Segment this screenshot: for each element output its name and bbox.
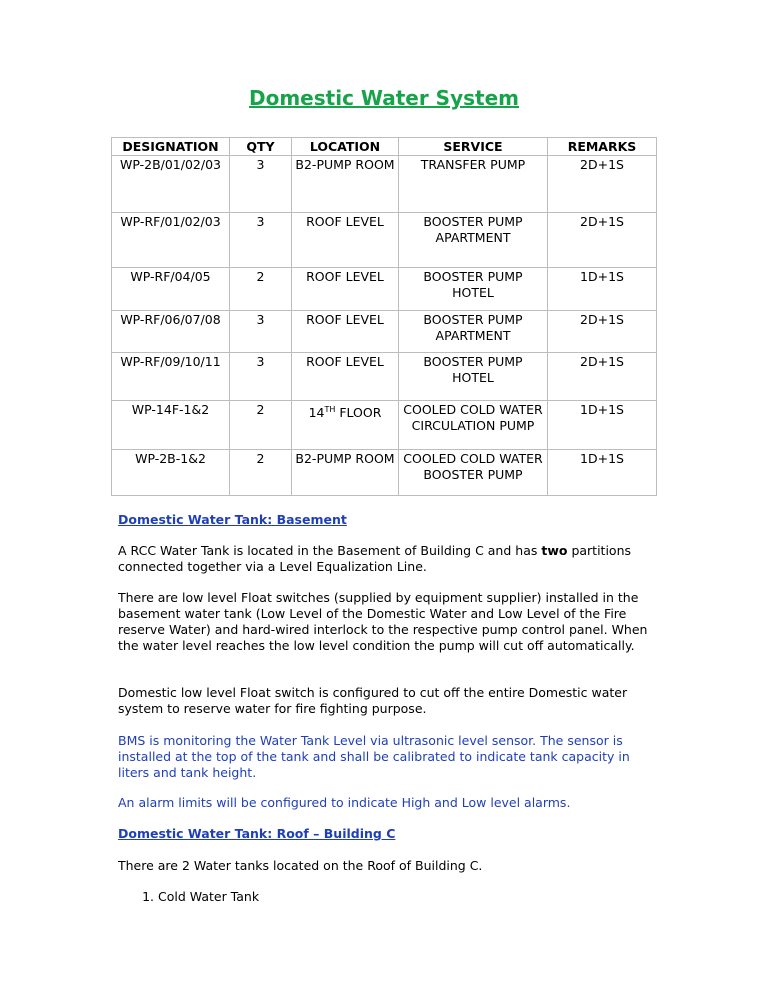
cell-designation: WP-2B-1&2 <box>112 450 230 496</box>
table-row <box>112 401 657 450</box>
header-location: LOCATION <box>292 138 399 156</box>
basement-paragraph-2: There are low level Float switches (supplied by equipment supplier) installed in the basement water tank (Low Level of the Domestic Water and Low Level of the Fire reserve Water) and hard-wired interlock to the respective pump control panel. When the water level reaches the low level condition the pump will cut off automatically. <box>118 590 648 653</box>
table-header-row <box>112 138 657 156</box>
table-row <box>112 353 657 401</box>
cell-designation: WP-RF/09/10/11 <box>112 353 230 401</box>
header-qty: QTY <box>230 138 292 156</box>
cell-location: ROOF LEVEL <box>292 213 399 268</box>
header-service: SERVICE <box>399 138 548 156</box>
cell-service: BOOSTER PUMP HOTEL <box>399 353 548 401</box>
table-row <box>112 213 657 268</box>
cell-remarks: 2D+1S <box>548 353 657 401</box>
cell-qty: 2 <box>230 401 292 450</box>
roof-paragraph-1: There are 2 Water tanks located on the Roof of Building C. <box>118 858 483 873</box>
roof-tank-list <box>118 889 259 905</box>
cell-qty: 2 <box>230 450 292 496</box>
basement-p1-text: A RCC Water Tank is located in the Basement of Building C and has <box>118 543 542 558</box>
cell-location: B2-PUMP ROOM <box>292 450 399 496</box>
cell-designation: WP-2B/01/02/03 <box>112 156 230 213</box>
cell-remarks: 2D+1S <box>548 156 657 213</box>
cell-service: COOLED COLD WATER BOOSTER PUMP <box>399 450 548 496</box>
bms-paragraph: BMS is monitoring the Water Tank Level via ultrasonic level sensor. The sensor is installed at the top of the tank and shall be calibrated to indicate tank capacity in liters and tank height. <box>118 733 630 780</box>
cell-service: BOOSTER PUMP HOTEL <box>399 268 548 311</box>
cell-remarks: 1D+1S <box>548 268 657 311</box>
cell-designation: WP-RF/01/02/03 <box>112 213 230 268</box>
cell-designation: WP-RF/06/07/08 <box>112 311 230 353</box>
roof-heading: Domestic Water Tank: Roof – Building C <box>118 826 396 841</box>
location-floor-label: FLOOR <box>335 405 382 421</box>
table-row <box>112 268 657 311</box>
cell-qty: 2 <box>230 268 292 311</box>
location-floor-number: 14 <box>308 405 325 421</box>
cell-location: B2-PUMP ROOM <box>292 156 399 213</box>
alarm-paragraph: An alarm limits will be configured to indicate High and Low level alarms. <box>118 795 571 810</box>
cell-qty: 3 <box>230 353 292 401</box>
cell-remarks: 1D+1S <box>548 450 657 496</box>
cell-service: TRANSFER PUMP <box>399 156 548 213</box>
cell-designation: WP-RF/04/05 <box>112 268 230 311</box>
list-item: 1. Cold Water Tank <box>158 889 259 905</box>
cell-remarks: 2D+1S <box>548 213 657 268</box>
header-designation: DESIGNATION <box>112 138 230 156</box>
cell-location <box>292 401 399 450</box>
location-ordinal-suffix: TH <box>324 405 336 414</box>
basement-paragraph-3: Domestic low level Float switch is configured to cut off the entire Domestic water system to reserve water for fire fighting purpose. <box>118 685 628 716</box>
cell-remarks: 1D+1S <box>548 401 657 450</box>
cell-designation: WP-14F-1&2 <box>112 401 230 450</box>
cell-service: BOOSTER PUMP APARTMENT <box>399 213 548 268</box>
header-remarks: REMARKS <box>548 138 657 156</box>
cell-remarks: 2D+1S <box>548 311 657 353</box>
cell-qty: 3 <box>230 311 292 353</box>
cell-location: ROOF LEVEL <box>292 311 399 353</box>
pump-schedule-table <box>111 137 657 496</box>
cell-qty: 3 <box>230 213 292 268</box>
cell-qty: 3 <box>230 156 292 213</box>
basement-heading: Domestic Water Tank: Basement <box>118 512 347 527</box>
table-row <box>112 311 657 353</box>
table-row <box>112 450 657 496</box>
cell-service: COOLED COLD WATER CIRCULATION PUMP <box>399 401 548 450</box>
page-title: Domestic Water System <box>249 86 519 110</box>
basement-paragraph-1 <box>118 543 658 575</box>
basement-p1-text-end: partitions connected together via a Level Equalization Line. <box>118 543 632 574</box>
cell-service: BOOSTER PUMP APARTMENT <box>399 311 548 353</box>
basement-p1-bold: two <box>541 543 568 558</box>
cell-location: ROOF LEVEL <box>292 353 399 401</box>
cell-location: ROOF LEVEL <box>292 268 399 311</box>
table-row <box>112 156 657 213</box>
